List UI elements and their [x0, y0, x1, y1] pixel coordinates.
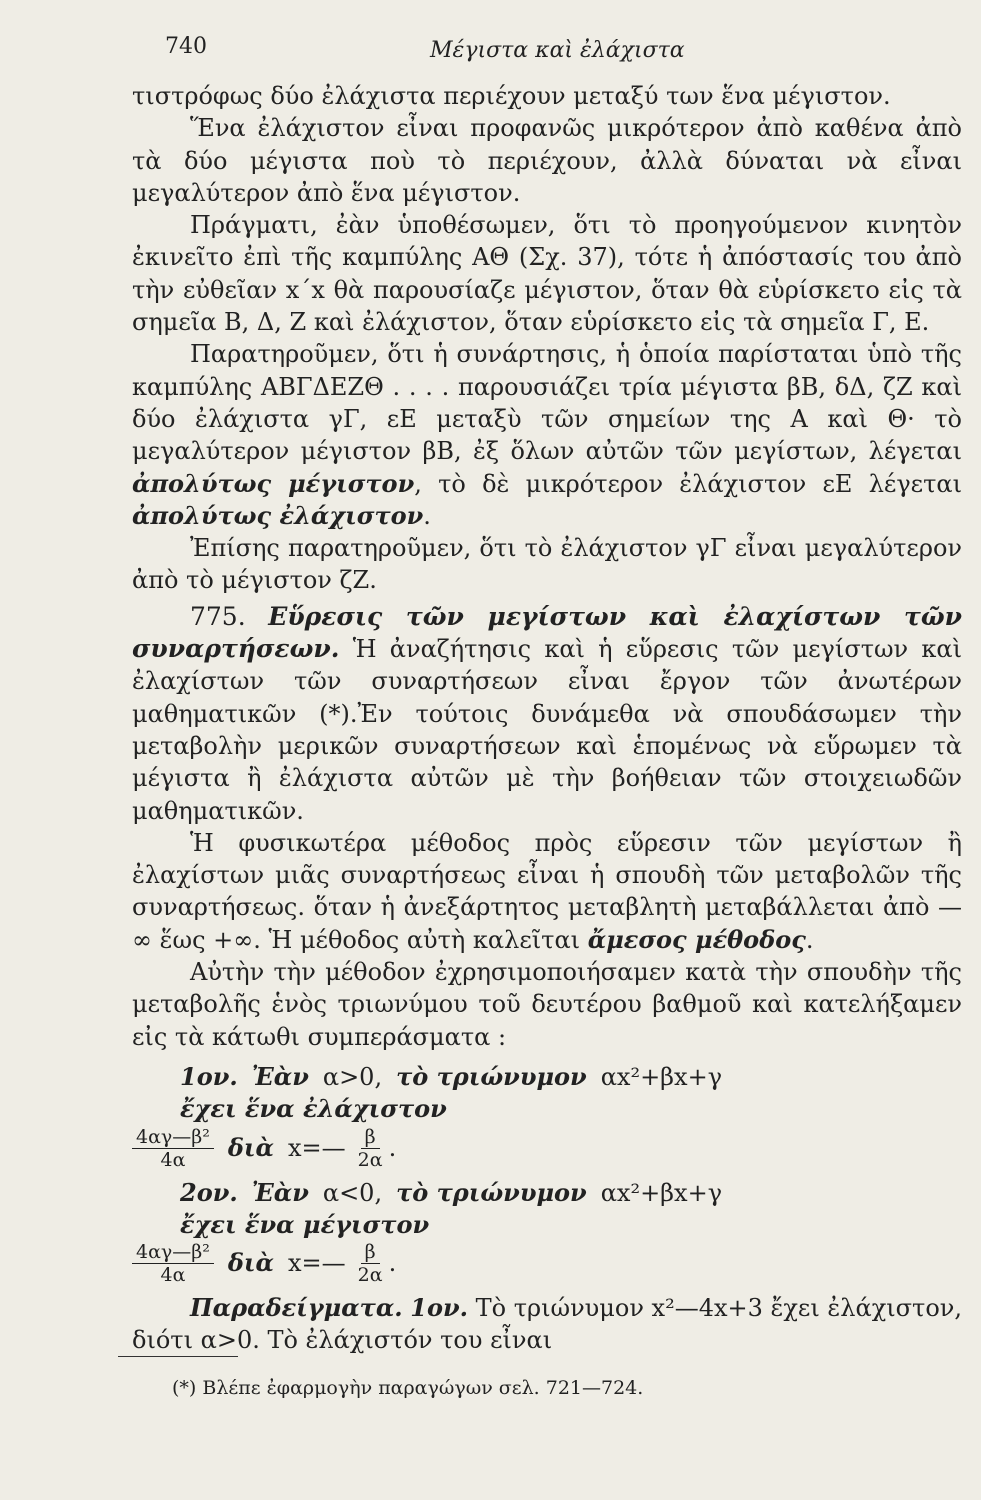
paragraph-5: Ἐπίσης παρατηροῦμεν, ὅτι τὸ ἐλάχιστον γΓ εἶναι μεγαλύτερον ἀπὸ τὸ μέγιστον ζΖ. [132, 534, 962, 595]
rule-2-condition: α<0, [322, 1178, 383, 1207]
rule-2-if: Ἐὰν [251, 1177, 309, 1207]
rule-1-value-fraction [132, 1126, 214, 1171]
rule-2-formula [132, 1241, 962, 1286]
rule-2 [132, 1177, 962, 1242]
paragraph-7 [132, 827, 962, 956]
paragraph-8: Αὐτὴν τὴν μέθοδον ἐχρησιμοποιήσαμεν κατὰ τὴν σπουδὴν τῆς μεταβολῆς ἑνὸς τριωνύμου τοῦ δευτέρου βαθμοῦ καὶ κατελήξαμεν εἰς τὰ κάτωθι συμπεράσματα : [132, 958, 962, 1051]
rule-1-ordinal: 1ον. [180, 1061, 238, 1091]
examples-ordinal: 1ον. [410, 1293, 468, 1323]
paragraph-4 [132, 338, 962, 532]
rule-1-dia: διὰ [227, 1132, 274, 1162]
examples [132, 1292, 962, 1357]
paragraph-6: Ἡ ἀναζήτησις καὶ ἡ εὕρεσις τῶν μεγίστων καὶ ἐλαχίστων τῶν συναρτήσεων εἶναι ἔργον τῶν ἀνωτέρων μαθηματικῶν (*).Ἐν τούτοις δυνάμεθα νὰ σπουδάσωμεν τὴν μεταβολὴν μερικῶν συναρτήσεων καὶ ἑπομένως νὰ εὕρωμεν τὰ μέγιστα ἢ ἐλάχιστα αὐτῶν μὲ τὴν βοήθειαν τῶν στοιχειωδῶν μαθηματικῶν. [132, 635, 962, 825]
rule-2-x-equals: x=— [287, 1249, 346, 1278]
examples-text: Τὸ τριώνυμον x²—4x+3 ἔχει ἐλάχιστον, διότι α>0. Τὸ ἐλάχιστόν του εἶναι [132, 1294, 962, 1355]
page-number: 740 [165, 34, 207, 59]
rule-2-dia: διὰ [227, 1248, 274, 1278]
rule-2-end: . [388, 1249, 397, 1278]
rule-2-x-fraction [354, 1241, 387, 1286]
rule-1-x-numerator: β [361, 1126, 380, 1149]
term-absolute-minimum: ἀπολύτως ἐλάχιστον [132, 500, 424, 530]
rule-2-trinomial: τὸ τριώνυμον [396, 1177, 587, 1207]
paragraph-4-text: Παρατηροῦμεν, ὅτι ἡ συνάρτησις, ἡ ὁποία παρίσταται ὑπὸ τῆς καμπύλης ΑΒΓΔΕΖΘ . . . . παρουσιάζει τρία μέγιστα βΒ, δΔ, ζΖ καὶ δύο ἐλάχιστα γΓ, εΕ μεταξὺ τῶν σημείων της Α καὶ Θ· τὸ μεγαλύτερον μέγιστον βΒ, ἐξ ὅλων αὐτῶν τῶν μεγίστων, λέγεται [132, 340, 962, 466]
rule-1-x-equals: x=— [287, 1133, 346, 1162]
rule-1-end: . [388, 1133, 397, 1162]
paragraph-7-text: Ἡ φυσικωτέρα μέθοδος πρὸς εὕρεσιν τῶν μεγίστων ἢ ἐλαχίστων μιᾶς συναρτήσεως εἶναι ἡ σπουδὴ τῶν μεταβολῶν τῆς συναρτήσεως. ὅταν ἡ ἀνεξάρτητος μεταβλητὴ μεταβάλλεται ἀπὸ — ∞ ἕως +∞. Ἡ μέθοδος αὐτὴ καλεῖται [132, 828, 962, 954]
paragraph-3: Πράγματι, ἐὰν ὑποθέσωμεν, ὅτι τὸ προηγούμενον κινητὸν ἐκινεῖτο ἐπὶ τῆς καμπύλης ΑΘ (Σχ. 37), τότε ἡ ἀπόστασίς του ἀπὸ τὴν εὐθεῖαν x΄x θὰ παρουσίαζε μέγιστον, ὅταν θὰ εὑρίσκετο εἰς τὰ σημεῖα Β, Δ, Ζ καὶ ἐλάχιστον, ὅταν εὑρίσκετο εἰς τὰ σημεῖα Γ, Ε. [132, 211, 962, 337]
paragraph-1: τιστρόφως δύο ἐλάχιστα περιέχουν μεταξύ των ἕνα μέγιστον. [132, 82, 891, 110]
paragraph-4-text-2: , τὸ δὲ μικρότερον ἐλάχιστον εΕ λέγεται [414, 469, 963, 498]
rule-1-x-fraction [354, 1126, 387, 1171]
rule-2-x-denominator: 2α [357, 1264, 383, 1287]
page-header [0, 28, 981, 68]
rule-1 [132, 1061, 962, 1126]
section-number: 775. [190, 601, 246, 631]
paragraph-4-end: . [423, 501, 431, 530]
paragraph-7-end: . [805, 925, 814, 954]
rule-1-formula [132, 1126, 962, 1171]
rule-1-trinomial: τὸ τριώνυμον [396, 1061, 587, 1091]
rule-1-value-denominator: 4α [160, 1148, 186, 1171]
rule-2-claim: ἔχει ἕνα μέγιστον [180, 1209, 430, 1239]
term-absolute-maximum: ἀπολύτως μέγιστον [132, 468, 415, 498]
rule-2-expression: αx²+βx+γ [600, 1178, 723, 1207]
rule-1-condition: α>0, [322, 1062, 383, 1091]
section-775 [132, 601, 962, 827]
footnote-rule [118, 1356, 238, 1357]
rule-2-x-numerator: β [361, 1241, 380, 1264]
paragraph-2: Ἕνα ἐλάχιστον εἶναι προφανῶς μικρότερον ἀπὸ καθένα ἀπὸ τὰ δύο μέγιστα ποὺ τὸ περιέχουν, ἀλλὰ δύναται νὰ εἶναι μεγαλύτερον ἀπὸ ἕνα μέγιστον. [132, 114, 962, 207]
rule-2-ordinal: 2ον. [180, 1177, 238, 1207]
rule-2-value-numerator: 4αγ—β² [132, 1241, 214, 1264]
section-title: Εὕρεσις τῶν μεγίστων καὶ ἐλαχίστων τῶν συναρτήσεων. [132, 601, 962, 664]
body-text [132, 80, 962, 1357]
rule-2-value-denominator: 4α [160, 1264, 186, 1287]
rule-1-value-numerator: 4αγ—β² [132, 1126, 214, 1149]
rule-1-if: Ἐὰν [251, 1061, 309, 1091]
examples-label: Παραδείγματα. [190, 1293, 403, 1323]
rule-2-value-fraction [132, 1241, 214, 1286]
rule-1-x-denominator: 2α [357, 1148, 383, 1171]
footnote: (*) Βλέπε ἐφαρμογὴν παραγώγων σελ. 721—724. [172, 1377, 644, 1399]
rule-1-claim: ἔχει ἕνα ἐλάχιστον [180, 1094, 447, 1124]
term-direct-method: ἄμεσος μέθοδος [587, 924, 806, 954]
running-title: Μέγιστα καὶ ἐλάχιστα [430, 38, 685, 63]
rule-1-expression: αx²+βx+γ [600, 1062, 723, 1091]
